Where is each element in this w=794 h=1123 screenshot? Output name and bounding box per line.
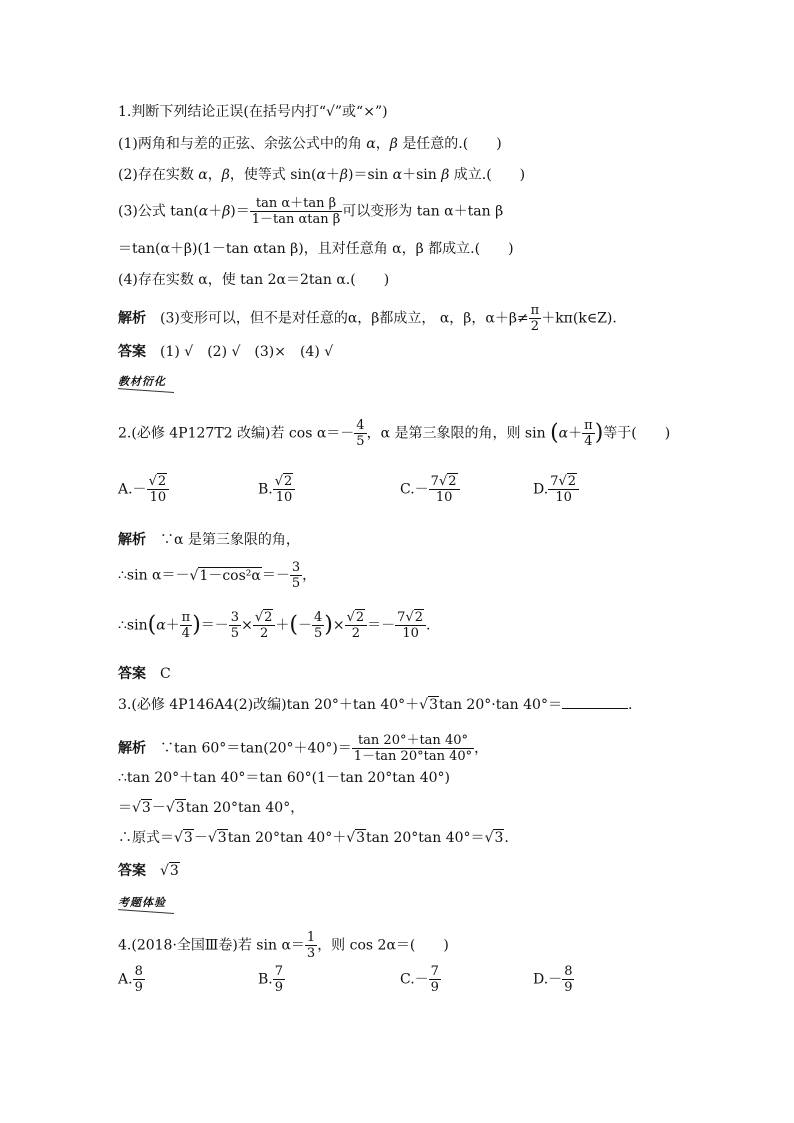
q4-option-b[interactable]: B. $\frac{7}{9}$ [258, 964, 284, 995]
q2-answer: 答案 C [118, 666, 171, 682]
section-label-textbook: 教材衍化 [118, 373, 166, 389]
q3-analysis-4: ∴原式＝√3－√3tan 20°tan 40°＋√3tan 20°tan 40°＝√3. [118, 830, 509, 846]
q2-analysis-2: ∴sin α＝－√1－cos²α＝－ $\frac{3}{5}$ ， [118, 560, 317, 591]
q3-answer: 答案 √3 [118, 863, 179, 879]
q1-title: 1.判断下列结论正误(在括号内打“√”或“×”) [118, 104, 388, 120]
q4-option-c[interactable]: C.－ $\frac{7}{9}$ [400, 964, 439, 995]
q4-option-d[interactable]: D.－ $\frac{8}{9}$ [533, 964, 573, 995]
q3-analysis-1: 解析 ∵tan 60°＝tan(20°＋40°)＝ $\frac{\tan 20^\circ+\tan 40^\circ}{1-\tan 20^\circ\tan 40^\circ}$ ， [118, 733, 489, 764]
q2-option-d[interactable]: D. $\frac{7√2}{10}$ [533, 474, 579, 505]
q1-statement-2: (2)存在实数 α，β，使等式 sin(α＋β)＝sin α＋sin β 成立.( ) [118, 167, 526, 183]
q2-option-b[interactable]: B. $\frac{√2}{10}$ [258, 474, 295, 505]
q3-analysis-3: ＝√3－√3tan 20°tan 40°， [118, 800, 305, 816]
q2-analysis-3: ∴sin(α＋ $\frac{\pi}{4}$ )＝－ $\frac{3}{5}$ × $\frac{√2}{2}$ ＋(－ $\frac{4}{5}$ )× $\frac{√2}{2}$ ＝－ $\frac{7√2}{10}$ . [118, 610, 431, 641]
q3-stem: 3.(必修 4P146A4(2)改编)tan 20°＋tan 40°＋√3tan 20°·tan 40°＝ . [118, 697, 633, 713]
q2-analysis-1: 解析 ∵α 是第三象限的角， [118, 532, 300, 548]
q3-analysis-2: ∴tan 20°＋tan 40°＝tan 60°(1－tan 20°tan 40°) [118, 770, 451, 786]
q2-option-a[interactable]: A.－ $\frac{√2}{10}$ [118, 474, 169, 505]
q4-option-a[interactable]: A. $\frac{8}{9}$ [118, 964, 143, 995]
q1-statement-3-cont: ＝tan(α＋β)(1－tan αtan β)，且对任意角 α，β 都成立.( ) [118, 241, 514, 257]
q1-answer: 答案 (1) √ (2) √ (3)× (4) √ [118, 344, 334, 360]
q2-stem: 2.(必修 4P127T2 改编)若 cos α＝－ $\frac{4}{5}$ ，α 是第三象限的角，则 sin (α＋ $\frac{\pi}{4}$ )等于( ) [118, 418, 671, 449]
q2-option-c[interactable]: C.－ $\frac{7√2}{10}$ [400, 474, 460, 505]
q1-analysis: 解析 (3)变形可以，但不是对任意的α，β都成立， α，β，α＋β≠ $\frac{\pi}{2}$ ＋kπ(k∈Z). [118, 303, 617, 334]
q1-statement-1: (1)两角和与差的正弦、余弦公式中的角 α，β 是任意的.( ) [118, 136, 502, 152]
q1-statement-4: (4)存在实数 α，使 tan 2α＝2tan α.( ) [118, 272, 390, 288]
q4-stem: 4.(2018·全国Ⅲ卷)若 sin α＝ $\frac{1}{3}$ ，则 cos 2α＝( ) [118, 930, 449, 961]
fraction: $\frac{\text{tan α＋tan β}}{\text{1－tan αtan β}}$ [251, 196, 341, 227]
answer-blank[interactable] [562, 696, 628, 709]
q1-statement-3: (3)公式 tan(α＋β)＝ $\frac{\text{tan α＋tan β}}{\text{1－tan αtan β}}$ 可以变形为 tan α＋tan β [118, 196, 504, 227]
section-label-exam: 考题体验 [118, 894, 166, 910]
